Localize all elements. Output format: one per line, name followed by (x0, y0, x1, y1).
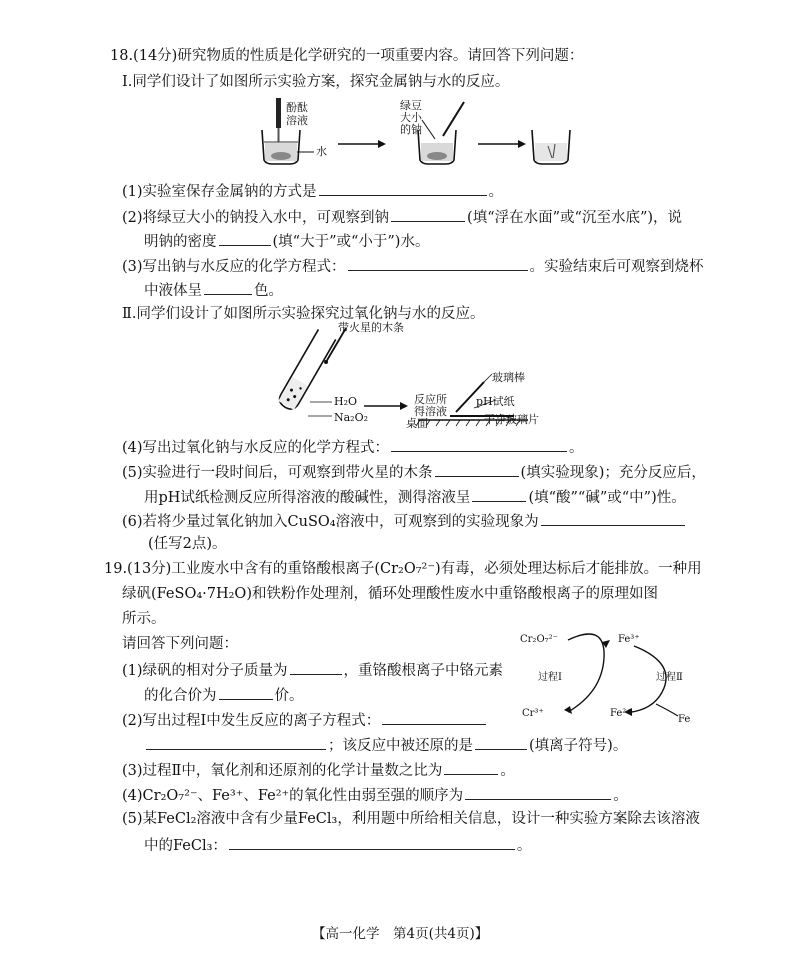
q19-2-blank-1[interactable] (382, 709, 486, 725)
cycle-fe2: Fe²⁺ (610, 708, 632, 719)
q18-3-text-c: 中液体呈 (144, 283, 202, 299)
label-glass-plate: 干净玻璃片 (484, 413, 539, 426)
label-table: 桌面 (406, 417, 428, 430)
q19-5-line2 (144, 834, 531, 856)
q18-5-blank-2[interactable] (472, 486, 526, 502)
q18-3-text-d: 色。 (254, 283, 283, 299)
q19-2-line2 (144, 734, 627, 756)
q18-2-text-d: (填“大于”或“小于”)水。 (272, 234, 430, 250)
q19-3-text: (3)过程Ⅱ中，氧化剂和还原剂的化学计量数之比为 (122, 763, 443, 779)
q18-header: 18.(14分)研究物质的性质是化学研究的一项重要内容。请回答下列问题： (110, 48, 584, 64)
q18-1-blank[interactable] (319, 180, 487, 196)
q19-4-text: (4)Cr₂O₇²⁻、Fe³⁺、Fe²⁺的氧化性由弱至强的顺序为 (122, 788, 464, 804)
q19-3-blank[interactable] (444, 759, 498, 775)
q19-2-text-a: (2)写出过程Ⅰ中发生反应的离子方程式： (122, 713, 381, 729)
cycle-process-2: 过程Ⅱ (656, 672, 683, 683)
cycle-fe3-top: Fe³⁺ (618, 634, 640, 645)
q19-line1: 19.(13分)工业废水中含有的重铬酸根离子(Cr₂O₇²⁻)有毒，必须处理达标后才能排放。一种用 (104, 561, 702, 577)
cycle-process-1: 过程Ⅰ (538, 672, 562, 683)
q19-prompt: 请回答下列问题： (122, 636, 238, 652)
label-splint: 带火星的木条 (338, 321, 404, 334)
q19-5-blank[interactable] (229, 834, 515, 850)
q18-5-line2 (144, 486, 686, 508)
q18-2-text-a: (2)将绿豆大小的钠投入水中，可观察到钠 (122, 210, 390, 226)
q18-6-blank[interactable] (541, 510, 685, 526)
label-indicator-1: 酚酞 (286, 101, 308, 114)
q18-5-text-b: (填实验现象)；充分反应后， (520, 465, 706, 481)
q19-line2: 绿矾(FeSO₄·7H₂O)和铁粉作处理剂，循环处理酸性废水中重铬酸根离子的原理如图 (122, 586, 658, 602)
q18-2-text-b: (填“浮在水面”或“沉至水底”)，说 (467, 210, 683, 226)
q18-1-end: 。 (488, 184, 504, 200)
q18-3-blank-1[interactable] (348, 255, 528, 271)
q18-2-text-c: 明钠的密度 (144, 234, 217, 250)
q18-3-text-a: (3)写出钠与水反应的化学方程式： (122, 259, 346, 275)
q19-5-end: 。 (516, 838, 532, 854)
q18-4-end: 。 (569, 440, 584, 456)
q18-5-text-d: (填“酸”“碱”或“中”)性。 (528, 490, 686, 506)
q18-2-line1 (122, 206, 682, 228)
label-na-3: 的钠 (400, 123, 422, 136)
q18-4-text: (4)写出过氧化钠与水反应的化学方程式： (122, 440, 390, 456)
q18-2-line2 (144, 230, 429, 252)
q19-1-blank-2[interactable] (219, 684, 273, 700)
q19-3-end: 。 (500, 763, 515, 779)
q19-2-blank-2[interactable] (146, 734, 326, 750)
q18-5-blank-1[interactable] (435, 461, 519, 477)
q19-line3: 所示。 (122, 611, 166, 627)
q19-1-text-c: 的化合价为 (144, 688, 217, 704)
label-glass-rod: 玻璃棒 (492, 371, 525, 384)
cycle-cr3: Cr³⁺ (522, 708, 544, 719)
label-ph-paper: pH试纸 (476, 395, 515, 408)
q19-2-text-b: ；该反应中被还原的是 (328, 738, 473, 754)
label-indicator-2: 溶液 (286, 114, 308, 127)
cycle-fe: Fe (678, 714, 691, 725)
q18-part2-intro: Ⅱ.同学们设计了如图所示实验探究过氧化钠与水的反应。 (122, 306, 485, 322)
q18-3-line2 (144, 279, 283, 301)
q18-5-text-c: 用pH试纸检测反应所得溶液的酸碱性，测得溶液呈 (144, 490, 471, 506)
q18-2-blank-2[interactable] (219, 230, 271, 246)
q18-3-line1 (122, 255, 704, 277)
q19-5-text-a: 中的FeCl₃： (144, 838, 227, 854)
label-solution-1: 反应所 (414, 393, 447, 406)
label-na2o2: Na₂O₂ (334, 411, 369, 424)
q19-2-line1 (122, 709, 488, 731)
q19-2-text-c: (填离子符号)。 (529, 738, 628, 754)
q18-2-blank-1[interactable] (391, 206, 465, 222)
q19-1-text-a: (1)绿矾的相对分子质量为 (122, 663, 288, 679)
label-water: 水 (316, 145, 327, 158)
page-footer: 【高一化学 第4页(共4页)】 (312, 926, 489, 942)
q18-1 (122, 180, 503, 202)
q18-5-text-a: (5)实验进行一段时间后，可观察到带火星的木条 (122, 465, 433, 481)
q19-1-text-d: 价。 (274, 688, 304, 704)
q19-1-line1 (122, 659, 503, 681)
q19-1-blank-1[interactable] (290, 659, 342, 675)
q18-3-text-b: 。实验结束后可观察到烧杯 (529, 259, 704, 275)
label-na-2: 大小 (400, 111, 422, 124)
q18-4 (122, 436, 584, 458)
label-solution-2: 得溶液 (414, 405, 447, 418)
q18-6-text: (6)若将少量过氧化钠加入CuSO₄溶液中，可观察到的实验现象为 (122, 514, 539, 530)
q18-6-line2: (任写2点)。 (148, 536, 227, 552)
q18-4-blank[interactable] (391, 436, 567, 452)
q18-6-line1 (122, 510, 687, 532)
label-h2o: H₂O (334, 395, 358, 408)
q18-part1-intro: Ⅰ.同学们设计了如图所示实验方案，探究金属钠与水的反应。 (122, 74, 510, 90)
q19-1-text-b: ，重铬酸根离子中铬元素 (343, 663, 504, 679)
label-na-1: 绿豆 (400, 99, 422, 112)
q19-3 (122, 759, 515, 781)
q19-4-end: 。 (613, 788, 628, 804)
q19-2-blank-3[interactable] (475, 734, 527, 750)
q18-3-blank-2[interactable] (204, 279, 252, 295)
q18-1-text: (1)实验室保存金属钠的方式是 (122, 184, 317, 200)
q18-5-line1 (122, 461, 706, 483)
q19-5-line1: (5)某FeCl₂溶液中含有少量FeCl₃，利用题中所给相关信息，设计一种实验方案除去该溶液 (122, 811, 700, 827)
q19-1-line2 (144, 684, 304, 706)
q19-4-blank[interactable] (465, 784, 611, 800)
cycle-cr2o7: Cr₂O₇²⁻ (520, 634, 558, 645)
q19-4 (122, 784, 628, 806)
